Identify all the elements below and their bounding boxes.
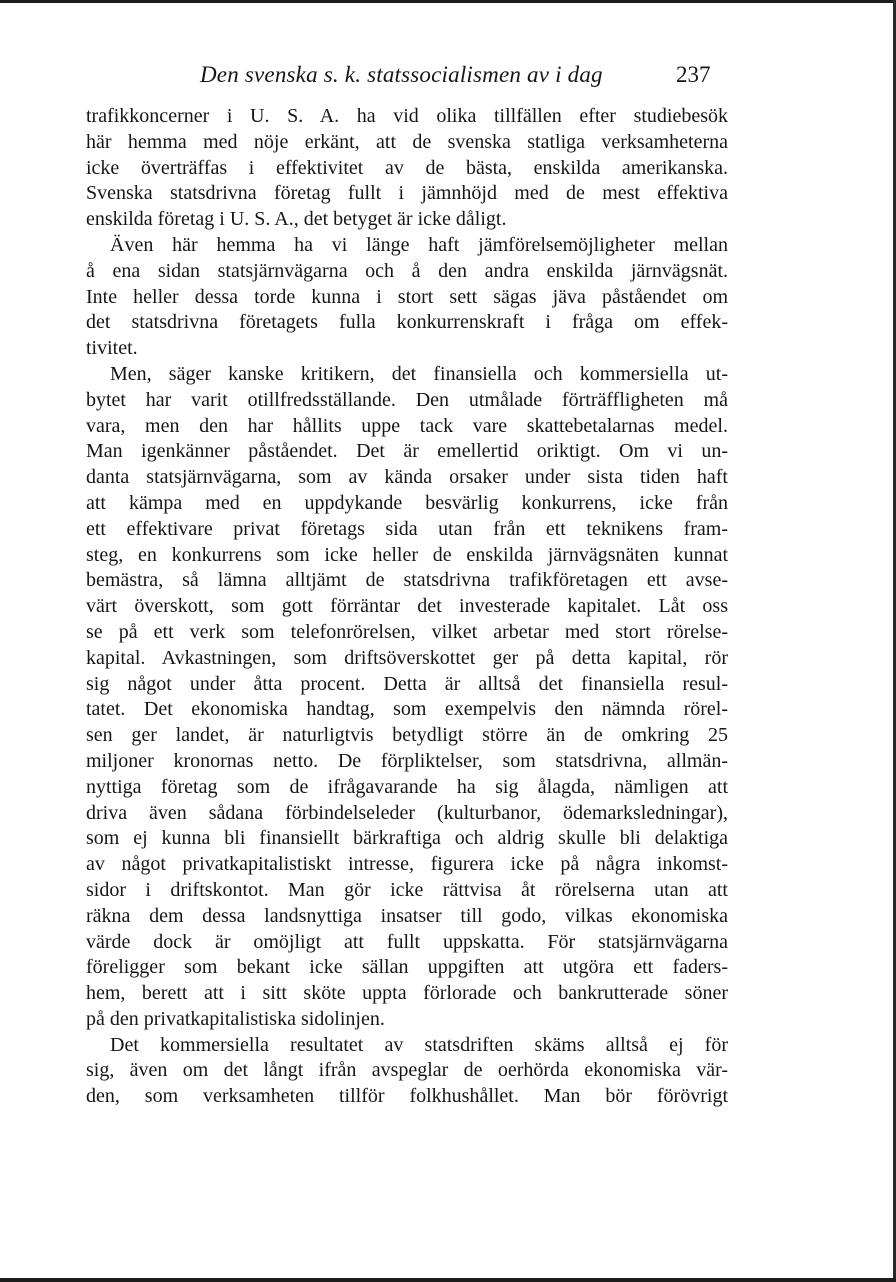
text-line: värde dock är omöjligt att fullt uppskatta. För statsjärnvägarna xyxy=(86,930,728,953)
text-line: bemästra, så lämna alltjämt de statsdrivna trafikföretagen ett avse- xyxy=(86,569,728,592)
text-line: sen ger landet, är naturligtvis betydligt större än de omkring 25 xyxy=(86,724,728,747)
text-line: hem, berett att i sitt sköte uppta förlorade och bankrutterade söner xyxy=(86,982,728,1005)
text-line: tivitet. xyxy=(86,337,138,360)
text-line: tatet. Det ekonomiska handtag, som exempelvis den nämnda rörel- xyxy=(86,698,728,721)
text-line: på den privatkapitalistiska sidolinjen. xyxy=(86,1007,385,1030)
text-line: Men, säger kanske kritikern, det finansiella och kommersiella ut- xyxy=(110,362,728,385)
text-line: sidor i driftskontot. Man gör icke rättvisa åt rörelserna utan att xyxy=(86,878,728,901)
text-line: Svenska statsdrivna företag fullt i jämnhöjd med de mest effektiva xyxy=(86,182,728,205)
text-line: Även här hemma ha vi länge haft jämförelsemöjligheter mellan xyxy=(110,233,728,256)
text-line: se på ett verk som telefonrörelsen, vilket arbetar med stort rörelse- xyxy=(86,620,728,643)
text-line: vara, men den har hållits uppe tack vare skattebetalarnas medel. xyxy=(86,414,728,437)
text-line: nyttiga företag som de ifrågavarande ha sig ålagda, nämligen att xyxy=(86,775,728,798)
text-line: sig, även om det långt ifrån avspeglar de oerhörda ekonomiska vär- xyxy=(86,1059,728,1082)
text-line: Det kommersiella resultatet av statsdriften skäms alltså ej för xyxy=(110,1033,728,1056)
text-line: föreligger som bekant icke sällan uppgiften att utgöra ett faders- xyxy=(86,956,728,979)
text-line: att kämpa med en uppdykande besvärlig konkurrens, icke från xyxy=(86,491,728,514)
text-line: ett effektivare privat företags sida utan från ett teknikens fram- xyxy=(86,517,728,540)
text-line: icke överträffas i effektivitet av de bästa, enskilda amerikanska. xyxy=(86,156,728,179)
text-line: bytet har varit otillfredsställande. Den utmålade förträffligheten må xyxy=(86,388,728,411)
text-line: som ej kunna bli finansiellt bärkraftiga och aldrig skulle bli delaktiga xyxy=(86,827,728,850)
text-line: kapital. Avkastningen, som driftsöverskottet ger på detta kapital, rör xyxy=(86,646,728,669)
text-line: Man igenkänner påståendet. Det är emellertid oriktigt. Om vi un- xyxy=(86,440,728,463)
text-line: sig något under åtta procent. Detta är alltså det finansiella resul- xyxy=(86,672,728,695)
text-line: steg, en konkurrens som icke heller de enskilda järnvägsnäten kunnat xyxy=(86,543,728,566)
text-line: det statsdrivna företagets fulla konkurrenskraft i fråga om effek- xyxy=(86,311,728,334)
text-line: Inte heller dessa torde kunna i stort sett sägas jäva påståendet om xyxy=(86,285,728,308)
running-title: Den svenska s. k. statssocialismen av i dag xyxy=(200,62,603,87)
text-line: räkna dem dessa landsnyttiga insatser till godo, vilkas ekonomiska xyxy=(86,904,728,927)
scan-top-edge xyxy=(0,0,896,3)
text-line: enskilda företag i U. S. A., det betyget är icke dåligt. xyxy=(86,208,507,231)
text-line: trafikkoncerner i U. S. A. ha vid olika tillfällen efter studiebesök xyxy=(86,105,728,127)
body-text xyxy=(86,104,728,1110)
text-line: å ena sidan statsjärnvägarna och å den andra enskilda järnvägsnät. xyxy=(86,259,728,282)
page-number: 237 xyxy=(676,62,711,87)
text-line: den, som verksamheten tillför folkhushållet. Man bör förövrigt xyxy=(86,1085,728,1108)
text-line: miljoner kronornas netto. De förpliktelser, som statsdrivna, allmän- xyxy=(86,749,728,772)
scan-bottom-edge xyxy=(0,1278,896,1282)
text-line: här hemma med nöje erkänt, att de svenska statliga verksamheterna xyxy=(86,130,728,153)
text-line: danta statsjärnvägarna, som av kända orsaker under sista tiden haft xyxy=(86,466,728,489)
text-line: värt överskott, som gott förräntar det investerade kapitalet. Låt oss xyxy=(86,595,728,618)
text-line: av något privatkapitalistiskt intresse, figurera icke på några inkomst- xyxy=(86,853,728,876)
text-line: driva även sådana förbindelseleder (kulturbanor, ödemarksledningar), xyxy=(86,801,728,824)
